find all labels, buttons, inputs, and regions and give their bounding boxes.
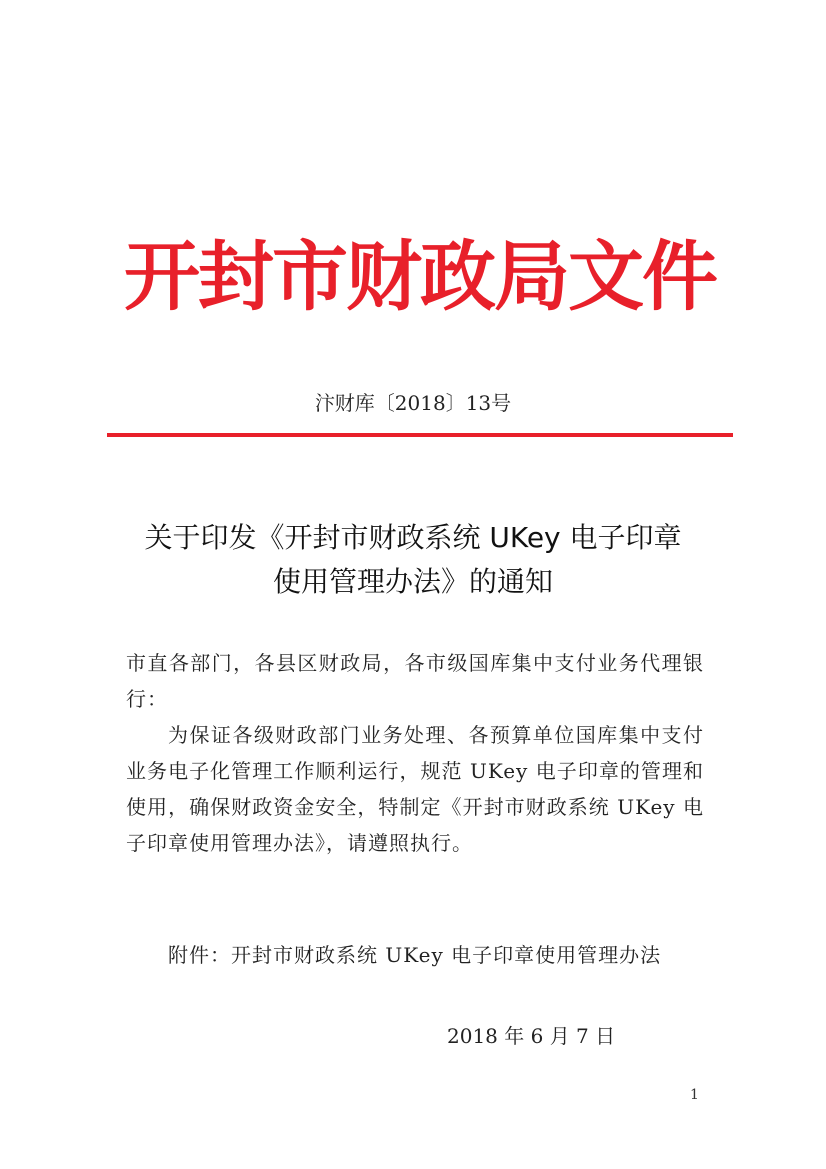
attachment-note: 附件：开封市财政系统 UKey 电子印章使用管理办法 bbox=[168, 943, 662, 967]
page-number: 1 bbox=[690, 1087, 699, 1103]
notice-title-line-1: 关于印发《开封市财政系统 UKey 电子印章 bbox=[144, 521, 682, 554]
notice-body bbox=[126, 645, 704, 861]
notice-title-line-2: 使用管理办法》的通知 bbox=[272, 565, 553, 598]
issue-date: 2018 年 6 月 7 日 bbox=[447, 1024, 616, 1048]
notice-title bbox=[100, 516, 726, 604]
issuer-title: 开封市财政局文件 bbox=[124, 232, 716, 321]
recipients: 市直各部门，各县区财政局，各市级国库集中支付业务代理银行： bbox=[126, 651, 704, 711]
red-divider-line bbox=[107, 433, 733, 437]
document-number: 汴财库〔2018〕13号 bbox=[314, 391, 512, 415]
body-paragraph: 为保证各级财政部门业务处理、各预算单位国库集中支付业务电子化管理工作顺利运行，规范 UKey 电子印章的管理和使用，确保财政资金安全，特制定《开封市财政系统 UKey 电子印章使用管理办法》，请遵照执行。 bbox=[126, 723, 704, 855]
